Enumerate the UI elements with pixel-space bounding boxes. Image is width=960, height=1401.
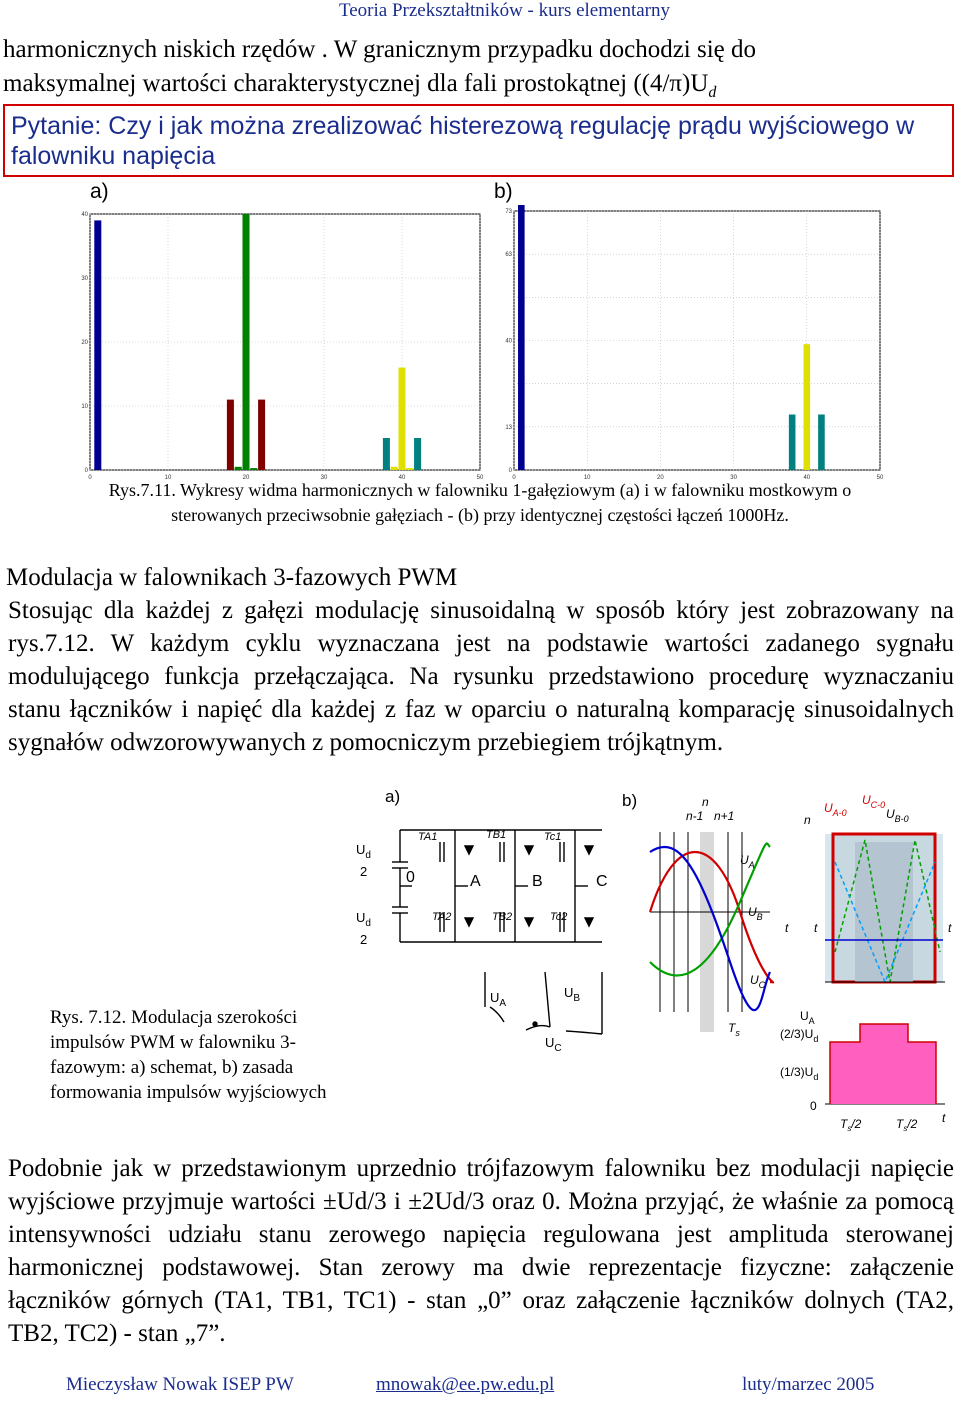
x-tick-label-b-0: 0	[512, 475, 516, 480]
zero-level-label: 0	[810, 1099, 817, 1113]
spectrum-bar-a-3	[250, 468, 257, 470]
x-tick-label-b-4: 40	[803, 475, 811, 480]
load-uc-label: $U_C$	[545, 1035, 562, 1054]
n-label: n	[702, 795, 709, 809]
fig712-label-b: b)	[622, 791, 638, 810]
x-tick-label-b-5: 50	[876, 475, 884, 480]
ub0-label: $U_{B-0}$	[886, 807, 909, 824]
t-axis-label-2: t	[948, 921, 952, 935]
two-bottom-label: 2	[360, 932, 368, 947]
spectrum-bar-a-0	[94, 220, 101, 470]
footer-email-wrap	[376, 1374, 554, 1396]
x-tick-label-b-2: 20	[657, 475, 664, 480]
spectrum-bar-b-1	[804, 344, 811, 470]
running-header: Teoria Przekształtników - kurs elementarny	[338, 0, 670, 21]
y-tick-label-a-2: 20	[81, 340, 88, 346]
spectrum-bar-b-0	[518, 205, 525, 470]
spectrum-bar-b-2	[789, 415, 796, 471]
t-axis-label-4: t	[942, 1111, 946, 1125]
load-ua-label: $U_A$	[490, 990, 507, 1009]
intro-line-1: harmonicznych niskich rzędów . W granicznym przypadku dochodzi się do	[3, 36, 757, 63]
x-tick-label-a-2: 20	[242, 475, 250, 480]
footer-date: luty/marzec 2005	[742, 1374, 875, 1395]
spectrum-chart-a	[76, 208, 484, 480]
section-title: Modulacja w falownikach 3-fazowych PWM	[6, 564, 458, 591]
one-third-ud-label: $(1/3)U_d$	[780, 1065, 819, 1082]
ts-label: $T_s$	[728, 1021, 740, 1038]
spectrum-bar-a-10	[414, 438, 421, 470]
y-tick-label-a-3: 30	[81, 276, 88, 282]
ua-out-label: $U_A$	[800, 1009, 815, 1026]
spectrum-bar-a-7	[398, 368, 405, 470]
ts-half-label-2: $T_s/2$	[896, 1117, 918, 1132]
ud-top-label: $U_d$	[356, 842, 371, 861]
t-axis-label-1: t	[785, 921, 789, 935]
fig711-caption-line1: Rys.7.11. Wykresy widma harmonicznych w falowniku 1-gałęziowym (a) i w falowniku mostkowym o	[108, 480, 852, 500]
y-tick-label-b-0: 0	[508, 468, 512, 474]
fig711-caption-line2: sterowanych przeciwsobnie gałęziach - (b) przy identycznej częstości łączeń 1000Hz.	[171, 505, 789, 525]
uc-wave-label: $U_C$	[750, 973, 766, 990]
ts-half-label-1: $T_s/2$	[840, 1117, 862, 1132]
ud-bottom-label: $U_d$	[356, 910, 371, 929]
spectrum-bar-a-8	[406, 468, 413, 470]
y-tick-label-b-3: 40	[505, 338, 512, 345]
fig712-caption: Rys. 7.12. Modulacja szerokości impulsów PWM w falowniku 3-fazowym: a) schemat, b) zasada formowania impulsów wyjściowych	[50, 1007, 327, 1103]
x-tick-label-b-3: 30	[730, 475, 737, 480]
spectrum-bar-a-6	[391, 467, 398, 470]
load-ub-label: $U_B$	[564, 985, 581, 1004]
x-tick-label-a-3: 30	[320, 475, 328, 480]
two-thirds-ud-label: $(2/3)U_d$	[780, 1027, 819, 1044]
spectrum-bar-a-5	[258, 400, 265, 470]
node-c-label: C	[596, 873, 608, 890]
x-tick-label-a-0: 0	[88, 475, 92, 480]
t-axis-label-3: t	[814, 921, 818, 935]
node-b-label: B	[532, 873, 543, 890]
y-tick-label-a-1: 10	[81, 404, 88, 410]
footer-author: Mieczysław Nowak ISEP PW	[66, 1374, 294, 1395]
fig712-label-a: a)	[385, 787, 401, 806]
section-paragraph: Stosując dla każdej z gałęzi modulację sinusoidalną w sposób który jest zobrazowany na rys.7.12. W każdym cyklu wyznaczana jest na podstawie wartości zadanego sygnału modulującego funkcja przełączająca. Na rysunku przedstawiono procedurę wyznaczaniu stanu łączników i napięć dla każdej z faz w oparciu o naturalną komparację sinusoidalnych sygnałów odwzorowywanych z pomocniczym przebiegiem trójkątnym.	[8, 597, 954, 756]
zero-node-label: 0	[406, 869, 415, 886]
intro-line-2-text: maksymalnej wartości charakterystycznej dla fali prostokątnej ((4/π)U	[3, 70, 709, 97]
y-tick-label-a-4: 40	[81, 212, 88, 218]
fig711-label-b: b)	[494, 180, 513, 203]
two-top-label: 2	[360, 864, 368, 879]
y-tick-label-b-5: 63	[505, 252, 512, 259]
ta2-label: TA2	[432, 911, 452, 923]
spectrum-bar-a-9	[383, 438, 390, 470]
spectrum-bar-a-1	[235, 467, 242, 470]
spectrum-bar-a-2	[242, 214, 249, 470]
n-right-label: n	[804, 813, 811, 827]
spectrum-chart-b	[500, 205, 884, 480]
y-tick-label-a-0: 0	[84, 468, 88, 474]
tc1-label: Tc1	[544, 831, 562, 843]
y-tick-label-b-1: 13	[505, 424, 512, 431]
question-box: Pytanie: Czy i jak można zrealizować histerezową regulację prądu wyjściowego w falowniku napięcia	[3, 104, 954, 177]
spectrum-bar-a-4	[227, 400, 234, 470]
x-tick-label-a-5: 50	[476, 475, 484, 480]
uc0-label: $U_{C-0}$	[862, 793, 886, 810]
intro-line-2-sub: d	[708, 84, 717, 101]
ua-wave-label: $U_A$	[740, 853, 755, 870]
ta1-label: TA1	[418, 831, 438, 843]
y-tick-label-b-6: 73	[505, 209, 512, 215]
footer-email-link[interactable]: mnowak@ee.pw.edu.pl	[376, 1374, 555, 1395]
ua0-label: $U_{A-0}$	[824, 801, 847, 818]
inverter-schematic	[340, 812, 620, 1062]
closing-paragraph: Podobnie jak w przedstawionym uprzednio trójfazowym falowniku bez modulacji napięcie wyjściowe przyjmuje wartości ±Ud/3 i ±2Ud/3 oraz 0. Można przyjąć, że właśnie za pomocą intensywności udziału stanu zerowego napięcia regulowana jest amplituda sterowanej harmonicznej podstawowej. Stan zerowy ma dwie reprezentacje fizyczne: załączenie łączników górnych (TA1, TB1, TC1) - stan „0” oraz załączenie łączników dolnych (TA2, TB2, TC2) - stan „7”.	[8, 1155, 954, 1347]
x-tick-label-b-1: 10	[583, 475, 591, 480]
ub-wave-label: $U_B$	[748, 905, 763, 922]
fig711-label-a: a)	[90, 180, 109, 203]
pwm-waveforms	[640, 792, 958, 1132]
intro-line-2	[3, 67, 716, 109]
tb1-label: TB1	[486, 829, 507, 841]
x-tick-label-a-4: 40	[398, 475, 406, 480]
n-plus-label: n+1	[714, 809, 735, 823]
tc2-label: Tc2	[550, 911, 568, 923]
node-a-label: A	[470, 873, 481, 890]
spectrum-bar-b-3	[818, 415, 825, 471]
tb2-label: TB2	[492, 911, 513, 923]
x-tick-label-a-1: 10	[164, 475, 172, 480]
n-minus-label: n-1	[686, 809, 704, 823]
